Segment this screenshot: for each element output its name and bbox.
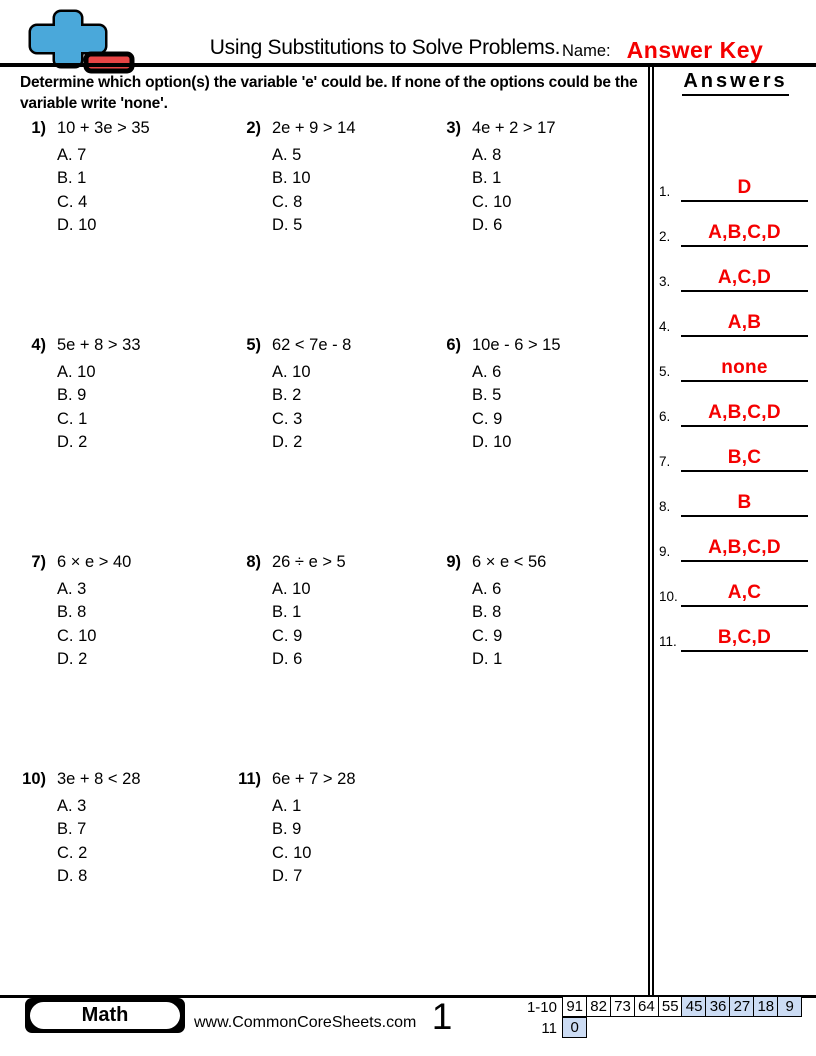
option-c: C. 10 <box>272 843 312 862</box>
option-d: D. 2 <box>57 650 88 669</box>
problem-number: 9) <box>446 553 461 571</box>
problem-11 <box>233 769 433 889</box>
problem-5 <box>233 335 433 455</box>
option-d: D. 7 <box>272 867 303 886</box>
option-d: D. 10 <box>472 433 512 452</box>
answer-value: A,B,C,D <box>708 222 781 243</box>
score-cell: 18 <box>753 996 778 1017</box>
problems-row-2 <box>0 335 650 455</box>
score-cell: 64 <box>634 996 659 1017</box>
option-a: A. 8 <box>472 146 502 164</box>
problem-2 <box>233 118 433 238</box>
option-c: C. 2 <box>57 843 88 862</box>
option-a: A. 5 <box>272 146 302 164</box>
problem-expression: 6e + 7 > 28 <box>272 770 356 788</box>
subject-badge <box>25 998 185 1033</box>
answer-number: 7. <box>659 454 671 469</box>
problem-number: 3) <box>446 119 461 137</box>
option-b: B. 2 <box>272 386 302 405</box>
problem-expression: 62 < 7e - 8 <box>272 336 352 354</box>
answer-blank-line <box>681 245 808 247</box>
problem-number: 2) <box>246 119 261 137</box>
answer-number: 5. <box>659 364 671 379</box>
option-b: B. 1 <box>472 169 502 188</box>
score-cell: 45 <box>681 996 706 1017</box>
option-a: A. 3 <box>57 797 87 815</box>
answer-value: B,C,D <box>717 627 772 648</box>
option-c: C. 3 <box>272 409 303 428</box>
name-value-answer-key: Answer Key <box>626 37 764 63</box>
problem-expression: 3e + 8 < 28 <box>57 770 141 788</box>
subject-label: Math <box>30 1002 180 1029</box>
score-table-row-2 <box>562 1017 587 1038</box>
answer-value: A,C <box>727 582 762 603</box>
answers-panel <box>655 67 816 995</box>
problem-expression: 2e + 9 > 14 <box>272 119 356 137</box>
answer-slot-9 <box>655 528 816 562</box>
problem-4 <box>18 335 233 455</box>
answer-number: 11. <box>659 634 677 649</box>
option-d: D. 6 <box>272 650 303 669</box>
answer-number: 6. <box>659 409 671 424</box>
answer-number: 4. <box>659 319 671 334</box>
problem-number: 8) <box>246 553 261 571</box>
score-cell: 36 <box>705 996 730 1017</box>
answer-number: 3. <box>659 274 671 289</box>
option-b: B. 7 <box>57 820 87 839</box>
problem-8 <box>233 552 433 672</box>
answers-heading: Answers <box>655 70 816 96</box>
answer-value: A,C,D <box>717 267 772 288</box>
page-number: 1 <box>431 996 453 1037</box>
problem-expression: 10e - 6 > 15 <box>472 336 561 354</box>
score-cell: 82 <box>586 996 611 1017</box>
answer-value: A,B <box>727 312 762 333</box>
problem-9 <box>433 552 648 672</box>
problem-7 <box>18 552 233 672</box>
score-table-row-1 <box>562 996 802 1017</box>
option-b: B. 1 <box>57 169 87 188</box>
answer-slot-6 <box>655 393 816 427</box>
answer-value: A,B,C,D <box>708 402 781 423</box>
option-c: C. 10 <box>57 626 97 645</box>
problems-row-1 <box>0 118 650 238</box>
option-c: C. 9 <box>472 409 503 428</box>
problem-number: 10) <box>22 770 46 788</box>
answer-number: 1. <box>659 184 671 199</box>
problem-expression: 10 + 3e > 35 <box>57 119 150 137</box>
answer-blank-line <box>681 335 808 337</box>
answer-slot-4 <box>655 303 816 337</box>
problem-number: 4) <box>31 336 46 354</box>
website-url: www.CommonCoreSheets.com <box>194 1014 417 1031</box>
answer-slot-11 <box>655 618 816 652</box>
answer-number: 8. <box>659 499 671 514</box>
option-d: D. 2 <box>272 433 303 452</box>
answer-slot-2 <box>655 213 816 247</box>
answer-value: none <box>721 357 768 378</box>
instructions-line-2: variable write 'none'. <box>20 95 168 112</box>
answer-number: 9. <box>659 544 671 559</box>
option-c: C. 9 <box>472 626 503 645</box>
answer-value: B <box>737 492 752 513</box>
problem-6 <box>433 335 648 455</box>
score-cell: 73 <box>610 996 635 1017</box>
option-b: B. 10 <box>272 169 311 188</box>
option-c: C. 4 <box>57 192 88 211</box>
answer-blank-line <box>681 650 808 652</box>
score-cell: 27 <box>729 996 754 1017</box>
option-b: B. 8 <box>472 603 502 622</box>
answer-blank-line <box>681 470 808 472</box>
problem-expression: 26 ÷ e > 5 <box>272 553 346 571</box>
problem-3 <box>433 118 648 238</box>
answer-slot-5 <box>655 348 816 382</box>
problem-expression: 6 × e < 56 <box>472 553 547 571</box>
option-d: D. 8 <box>57 867 88 886</box>
answer-slot-7 <box>655 438 816 472</box>
answer-blank-line <box>681 515 808 517</box>
problems-row-3 <box>0 552 650 672</box>
option-c: C. 1 <box>57 409 88 428</box>
score-range-label-1-10: 1-10 <box>526 999 557 1016</box>
option-b: B. 9 <box>272 820 302 839</box>
answer-slot-3 <box>655 258 816 292</box>
score-range-label-11: 11 <box>541 1020 557 1037</box>
answer-value: A,B,C,D <box>708 537 781 558</box>
problem-number: 1) <box>31 119 46 137</box>
problem-expression: 4e + 2 > 17 <box>472 119 556 137</box>
page-title: Using Substitutions to Solve Problems. <box>209 36 561 59</box>
problem-1 <box>18 118 233 238</box>
answer-blank-line <box>681 425 808 427</box>
option-c: C. 8 <box>272 192 303 211</box>
option-b: B. 8 <box>57 603 87 622</box>
answer-value: D <box>737 177 752 198</box>
answer-value: B,C <box>727 447 762 468</box>
answer-number: 10. <box>659 589 678 604</box>
option-a: A. 10 <box>272 580 311 598</box>
option-a: A. 6 <box>472 363 502 381</box>
option-b: B. 5 <box>472 386 502 405</box>
problem-number: 11) <box>238 770 261 788</box>
instructions-text <box>20 72 648 114</box>
answer-blank-line <box>681 290 808 292</box>
answer-blank-line <box>681 200 808 202</box>
answers-divider <box>648 67 654 995</box>
answer-slot-10 <box>655 573 816 607</box>
option-d: D. 1 <box>472 650 503 669</box>
option-d: D. 6 <box>472 216 503 235</box>
score-cell: 91 <box>562 996 587 1017</box>
problem-expression: 6 × e > 40 <box>57 553 132 571</box>
answer-slot-1 <box>655 168 816 202</box>
option-b: B. 9 <box>57 386 87 405</box>
problem-10 <box>18 769 233 889</box>
option-a: A. 7 <box>57 146 87 164</box>
answer-slot-8 <box>655 483 816 517</box>
score-cell: 0 <box>562 1017 587 1038</box>
problems-row-4 <box>0 769 650 889</box>
instructions-line-1: Determine which option(s) the variable 'e' could be. If none of the options could be the <box>20 74 638 91</box>
score-cell: 55 <box>658 996 683 1017</box>
problem-expression: 5e + 8 > 33 <box>57 336 141 354</box>
option-a: A. 3 <box>57 580 87 598</box>
problem-number: 5) <box>246 336 261 354</box>
score-cell: 9 <box>777 996 802 1017</box>
answer-blank-line <box>681 380 808 382</box>
name-label: Name: <box>562 42 611 60</box>
problem-number: 6) <box>446 336 461 354</box>
option-a: A. 10 <box>272 363 311 381</box>
option-a: A. 10 <box>57 363 96 381</box>
option-d: D. 2 <box>57 433 88 452</box>
answer-blank-line <box>681 605 808 607</box>
option-a: A. 1 <box>272 797 302 815</box>
option-b: B. 1 <box>272 603 302 622</box>
problem-number: 7) <box>31 553 46 571</box>
answer-number: 2. <box>659 229 671 244</box>
option-a: A. 6 <box>472 580 502 598</box>
option-c: C. 9 <box>272 626 303 645</box>
answer-blank-line <box>681 560 808 562</box>
option-d: D. 10 <box>57 216 97 235</box>
option-c: C. 10 <box>472 192 512 211</box>
option-d: D. 5 <box>272 216 303 235</box>
